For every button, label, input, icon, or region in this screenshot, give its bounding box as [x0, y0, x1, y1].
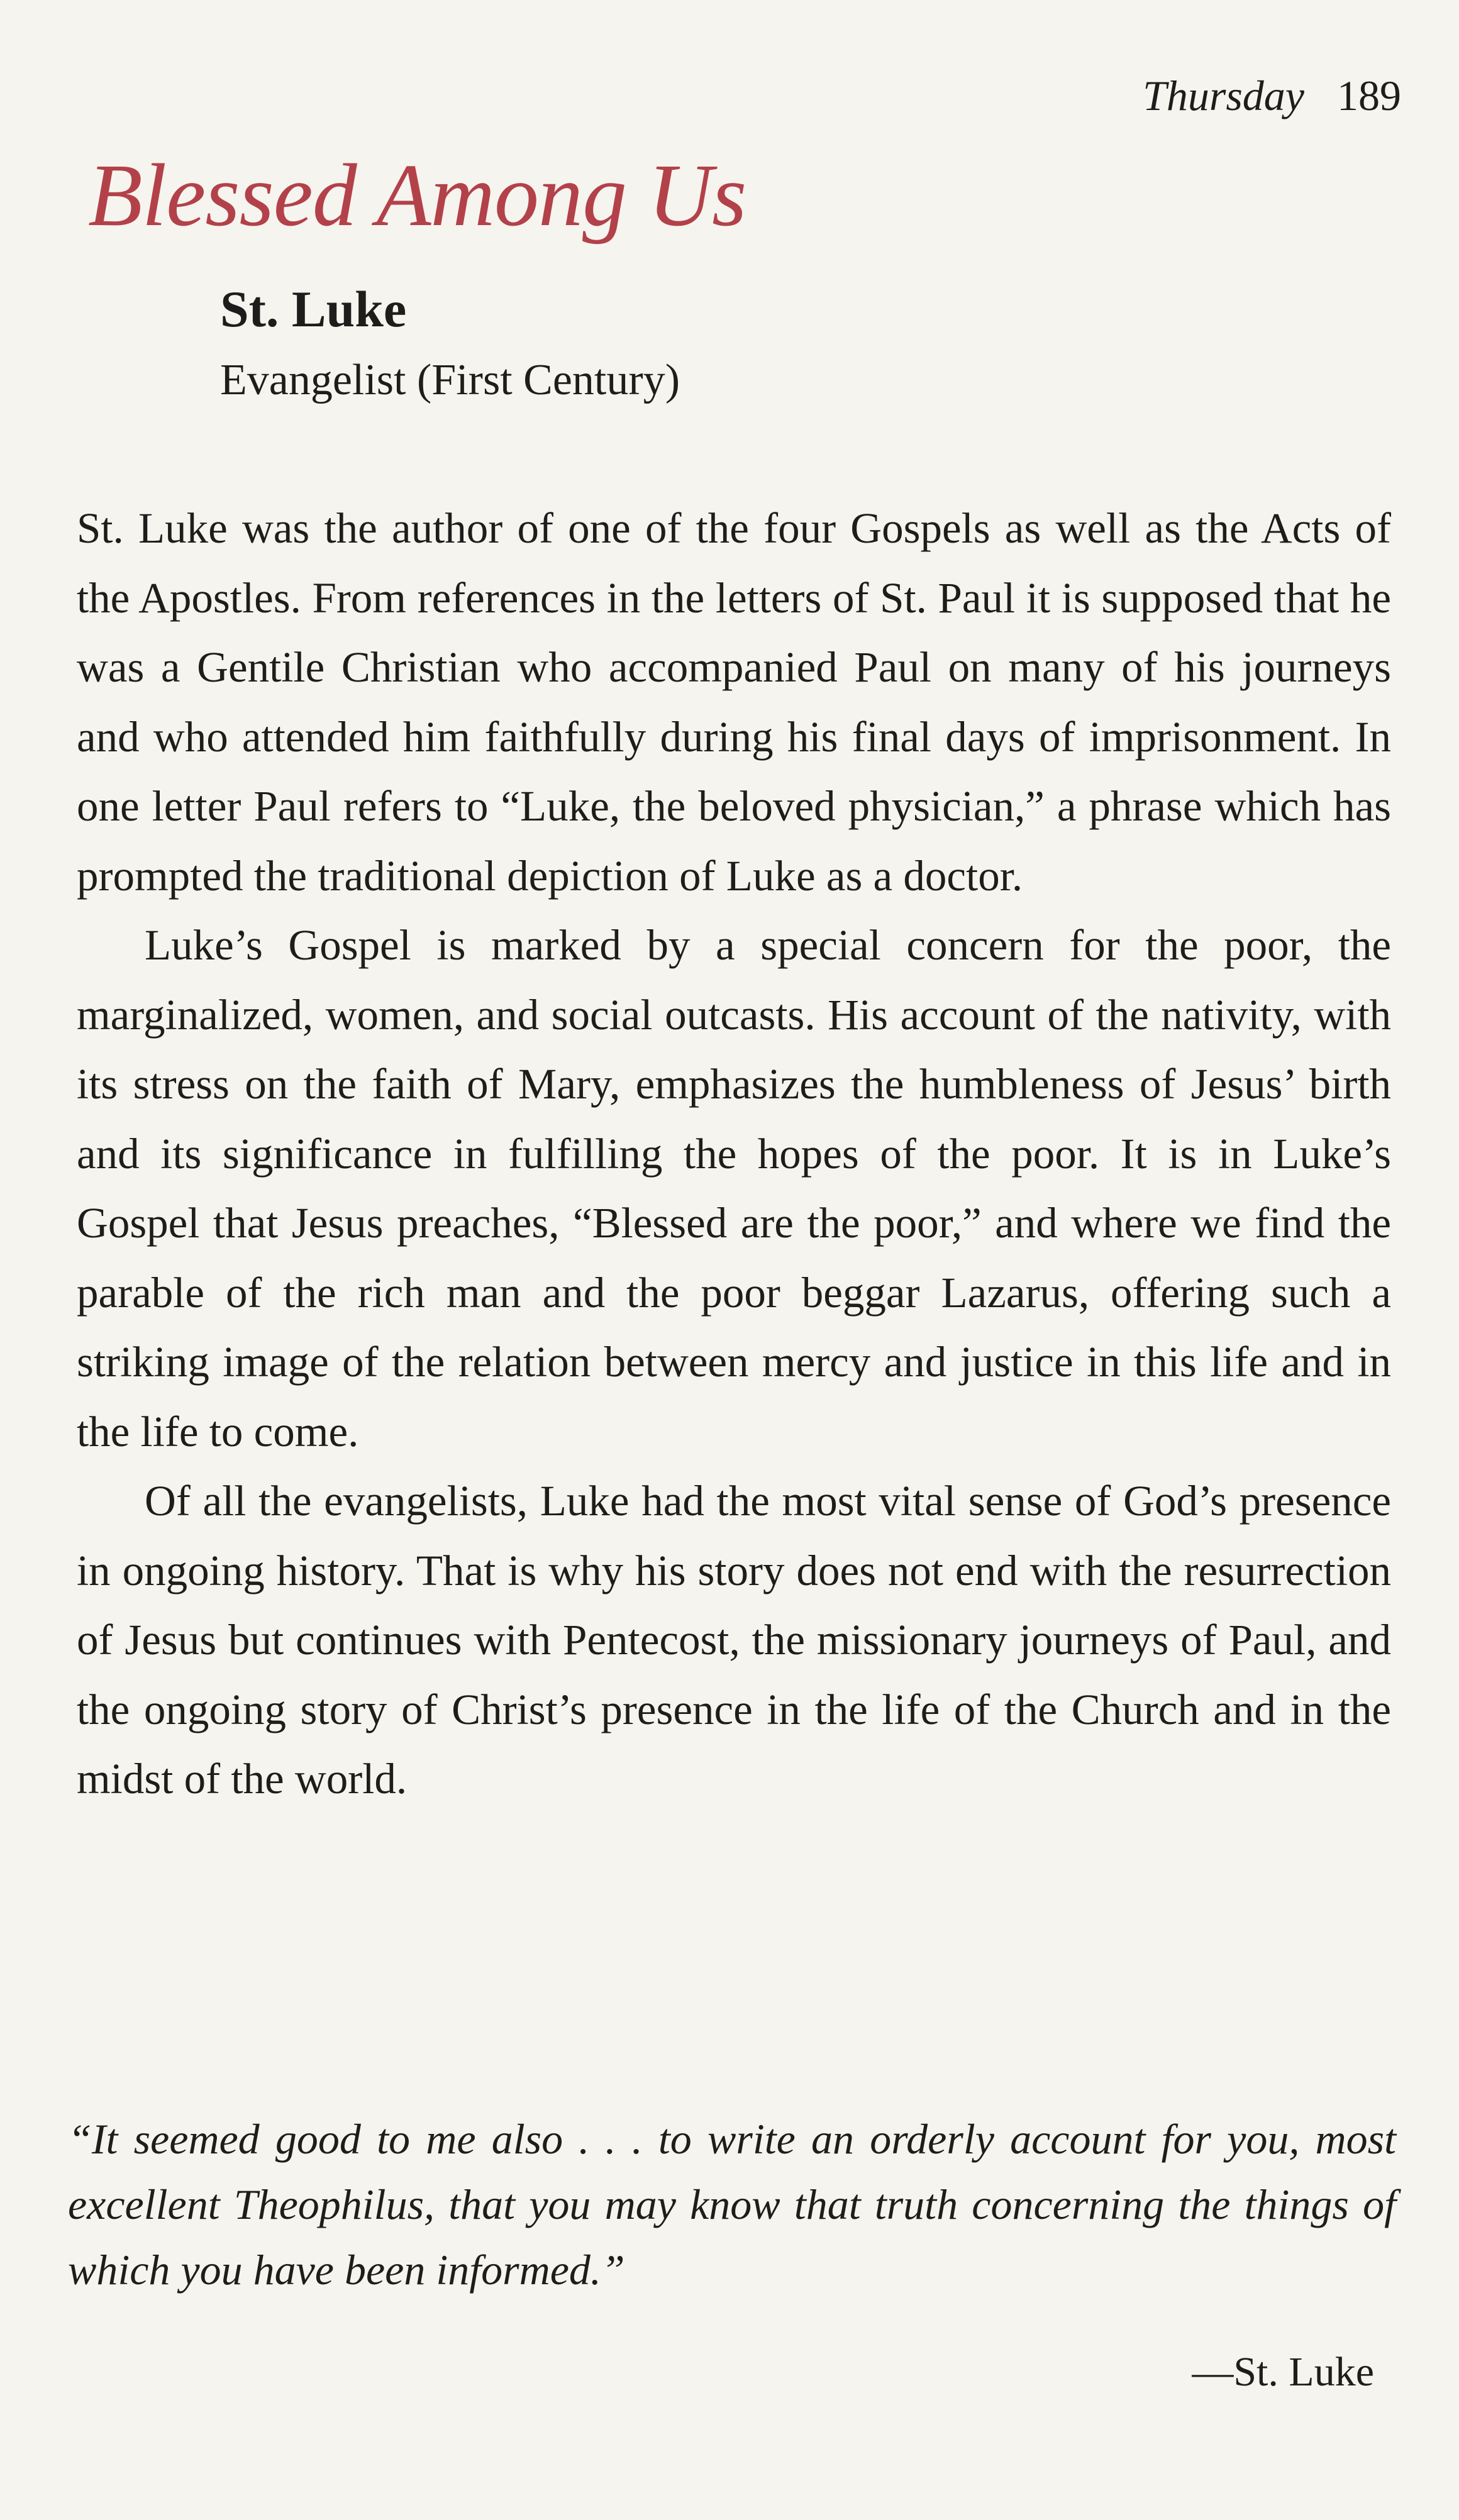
saint-name: St. Luke: [220, 280, 407, 338]
running-header: [1143, 74, 1401, 117]
page-number: 189: [1337, 72, 1401, 119]
paragraph-3: Of all the evangelists, Luke had the most vital sense of God’s presence in ongoing history. That is why his story does not end with the resurrection of Jesus but continues with Pentecost, the missionary journeys of Paul, and the ongoing story of Christ’s presence in the life of the Church and in the midst of the world.: [77, 1477, 1391, 1803]
header-day: Thursday: [1143, 72, 1304, 119]
closing-quote: “It seemed good to me also . . . to write an orderly account for you, most excellent Theophilus, that you may know that truth concerning the things of which you have been informed.”: [68, 2115, 1396, 2294]
paragraph-2: Luke’s Gospel is marked by a special concern for the poor, the marginalized, women, and social outcasts. His account of the nativity, with its stress on the faith of Mary, emphasizes the humbleness of Jesus’ birth and its significance in fulfilling the hopes of the poor. It is in Luke’s Gospel that Jesus preaches, “Blessed are the poor,” and where we find the parable of the rich man and the poor beggar Lazarus, offering such a striking image of the relation between mercy and justice in this life and in the life to come.: [77, 921, 1391, 1456]
paragraph-1: St. Luke was the author of one of the four Gospels as well as the Acts of the Apostles. From references in the letters of St. Paul it is supposed that he was a Gentile Christian who accompanied Paul on many of his journeys and who attended him faithfully during his final days of imprisonment. In one letter Paul refers to “Luke, the beloved physician,” a phrase which has prompted the traditional depiction of Luke as a doctor.: [77, 504, 1391, 900]
page-title: Blessed Among Us: [88, 145, 746, 245]
quote-attribution: —St. Luke: [1192, 2349, 1374, 2395]
saint-role: Evangelist (First Century): [220, 356, 680, 404]
article-body: [77, 494, 1391, 1814]
